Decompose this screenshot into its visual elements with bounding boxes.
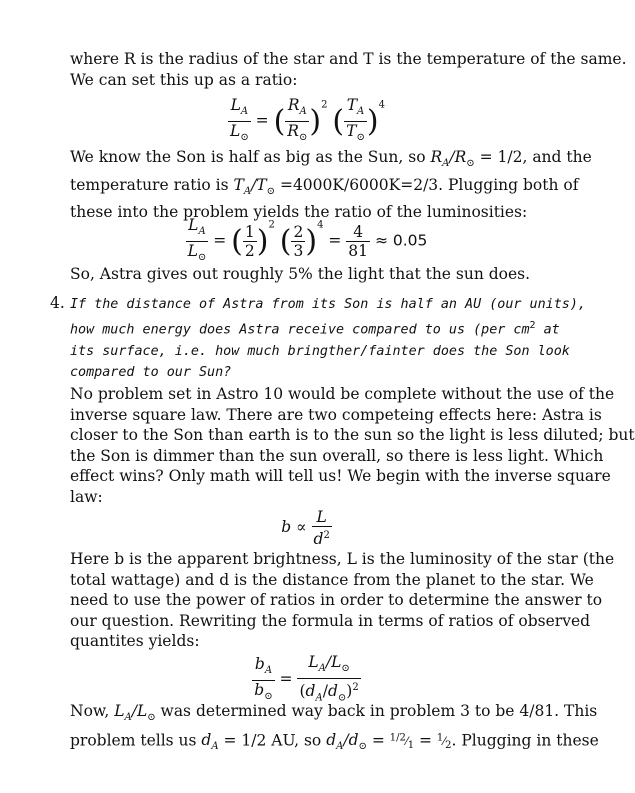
text-line: We can set this up as a ratio: — [70, 70, 298, 89]
equation-luminosity-ratio: $\frac{L_A}{L_⊙}$ = ( $\frac{R_A}{R_⊙}$ )$^2$ ( $\frac{T_A}{T_⊙}$ )$^4$ — [0, 96, 613, 147]
text-line: quantites yields: — [70, 632, 200, 651]
text-line: these into the problem yields the ratio of the luminosities: — [70, 203, 528, 222]
equation-luminosity-value: $\frac{L_A}{L_⊙}$ = ( $\frac{1}{2}$ )$^2$ ( $\frac{2}{3}$ )$^4$ = $\frac{4}{81}$ ≈ 0.05 — [187, 216, 428, 264]
text-line: Here b is the apparent brightness, L is the luminosity of the star (the — [70, 550, 615, 568]
fraction: $\frac{L_A}{L_⊙}$ — [230, 96, 249, 144]
text-line: how much energy does Astra receive compared to us (per $cm^2$ at — [70, 320, 560, 338]
equation-inverse-square: b ∝ $\frac{L}{d^2}$ — [281, 508, 330, 549]
text-line: total wattage) and d is the distance from the planet to the star. We — [70, 570, 594, 589]
text-line: our question. Rewriting the formula in terms of ratios of observed — [70, 611, 591, 630]
question-number: 4. — [50, 294, 65, 312]
text-line: Now, $L_A/L_⊙$ was determined way back in problem 3 to be 4/81. This — [70, 702, 598, 724]
text-line: effect wins? Only math will tell us! We begin with the inverse square — [70, 467, 611, 486]
paragraph-definitions — [70, 549, 615, 652]
paragraph-inverse-square — [70, 384, 635, 508]
text-line: inverse square law. There are two competeing effects here: Astra is — [70, 405, 602, 424]
text-line: compared to our Sun? — [70, 364, 232, 380]
text-line: the Son is dimmer than the sun overall, so there is less light. Which — [70, 446, 604, 465]
text-line: need to use the power of ratios in order to determine the answer to — [70, 591, 603, 610]
paragraph-plugging — [70, 701, 599, 758]
text-line: So, Astra gives out roughly 5% the light that the sun does. — [70, 265, 531, 283]
question-4 — [70, 294, 586, 383]
text-line: where R is the radius of the star and T is the temperature of the same. — [70, 50, 627, 68]
text-line: law: — [70, 487, 103, 506]
paragraph-conclusion — [70, 264, 550, 285]
fraction: $\frac{R_A}{R_⊙}$ — [287, 96, 308, 144]
text-line: We know the Son is half as big as the Sun, so $R_A/R_⊙ = 1/2$, and the — [70, 148, 592, 170]
text-line: problem tells us $d_A = 1/2$ AU, so $d_A/d_⊙$ = $^{1/2}⁄_1$ = $^1⁄_2$. Plugging in these — [70, 731, 599, 753]
equation-brightness-ratio: $\frac{b_A}{b_⊙}$ = $\frac{L_A/L_⊙}{(d_A/d_⊙)^2}$ — [254, 653, 359, 704]
paragraph-ratios — [70, 147, 592, 223]
text-line: No problem set in Astro 10 would be complete without the use of the — [70, 385, 615, 403]
fraction: $\frac{T_A}{T_⊙}$ — [346, 96, 365, 144]
text-line: closer to the Son than earth is to the sun so the light is less diluted; but — [70, 426, 635, 445]
text-line: its surface, i.e. how much bringther/fainter does the Son look — [70, 343, 570, 359]
text-line: If the distance of Astra from its Son is half an AU (our units), — [70, 297, 586, 312]
text-line: temperature ratio is $T_A/T_⊙ =4000K/6000K=2/3$. Plugging both of — [70, 175, 579, 197]
paragraph-intro — [70, 49, 627, 90]
